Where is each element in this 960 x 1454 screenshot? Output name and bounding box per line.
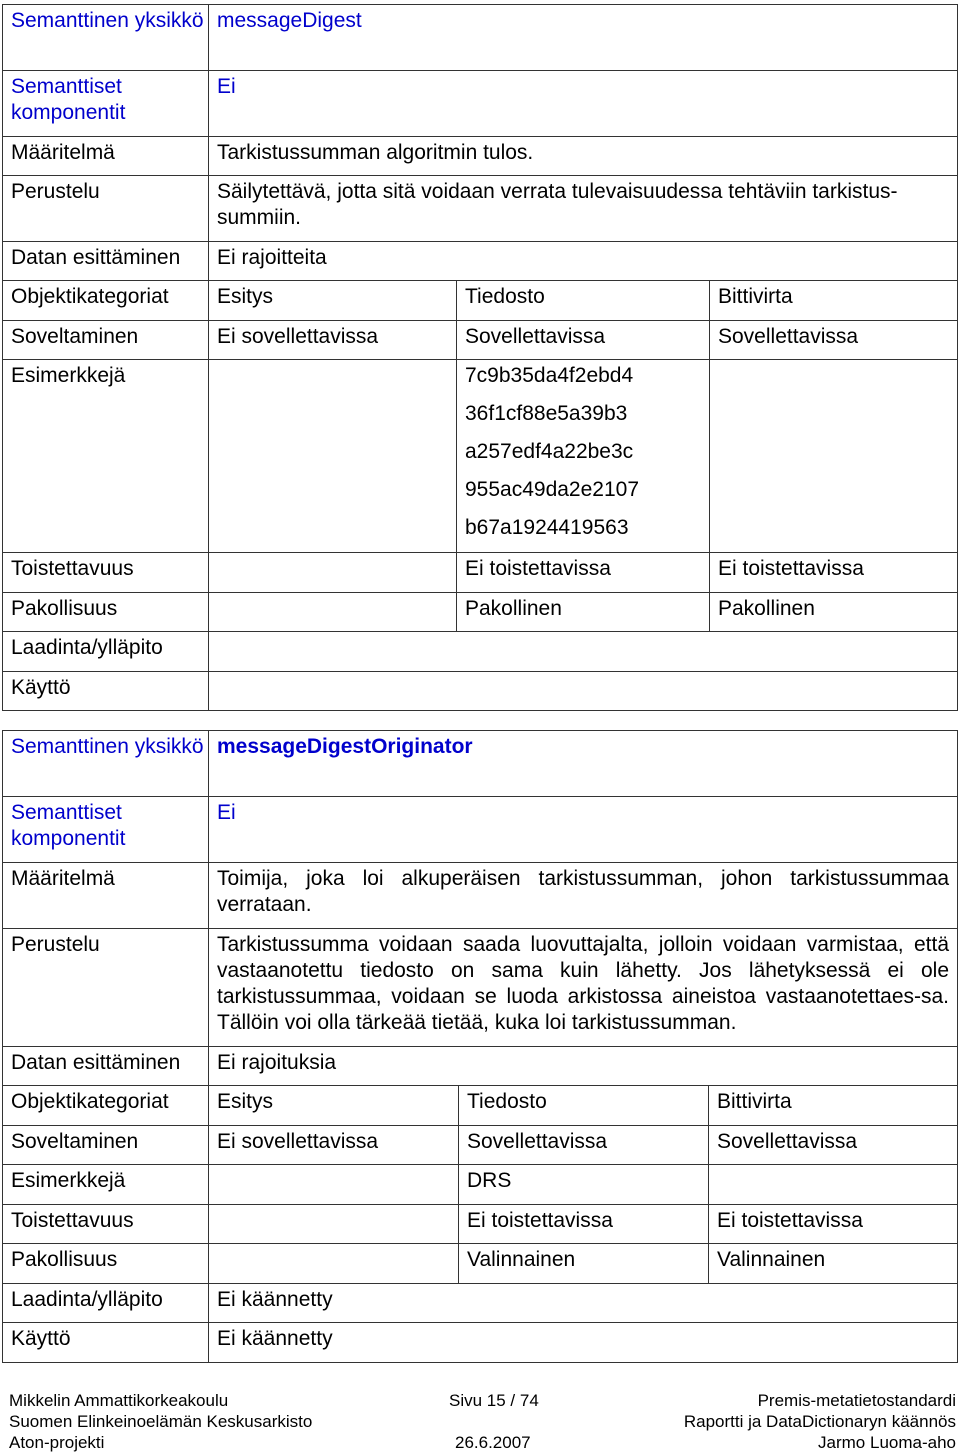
footer-document-title: Premis-metatietostandardi [757, 1391, 956, 1410]
category-bitstream: Bittivirta [709, 1086, 958, 1126]
examples-representation [209, 360, 457, 553]
creation-label: Laadinta/ylläpito [3, 1284, 209, 1323]
object-category-label: Objektikategoriat [3, 1086, 209, 1126]
example-value: 7c9b35da4f2ebd4 [465, 364, 634, 387]
applicability-representation: Ei sovellettavissa [209, 1126, 459, 1165]
repeatability-label: Toistettavuus [3, 553, 209, 593]
applicability-file: Sovellettavissa [457, 321, 710, 360]
examples-bitstream [709, 1165, 958, 1205]
footer-organization: Suomen Elinkeinoelämän Keskusarkisto [9, 1412, 313, 1431]
usage-value [209, 672, 958, 711]
repeatability-representation [209, 553, 457, 593]
object-category-label: Objektikategoriat [3, 281, 209, 321]
rationale-label: Perustelu [3, 929, 209, 1047]
examples-representation [209, 1165, 459, 1205]
footer-author: Jarmo Luoma-aho [818, 1433, 956, 1452]
components-label: Semanttiset komponentit [3, 797, 209, 863]
examples-file: DRS [459, 1165, 709, 1205]
example-value: 36f1cf88e5a39b3 [465, 402, 628, 425]
data-constraints-label: Datan esittäminen [3, 1047, 209, 1086]
obligation-bitstream: Pakollinen [710, 593, 958, 632]
creation-value [209, 632, 958, 672]
data-constraints-value: Ei rajoituksia [209, 1047, 958, 1086]
definition-value: Tarkistussumman algoritmin tulos. [209, 137, 958, 176]
components-value: Ei [209, 797, 958, 863]
rationale-value: Säilytettävä, jotta sitä voidaan verrata tulevaisuudessa tehtäviin tarkistus-summiin. [209, 176, 958, 242]
data-constraints-label: Datan esittäminen [3, 242, 209, 281]
usage-label: Käyttö [3, 1323, 209, 1363]
obligation-representation [209, 1244, 459, 1284]
rationale-value: Tarkistussumma voidaan saada luovuttajalta, jolloin voidaan varmistaa, että vastaanotettu tiedosto on sama kuin lähetty. Jos lähetyksessä ei ole tarkistussummaa, voidaan se luoda arkistossa aineistoa vastaanotettaes-sa. Tällöin voi olla tärkeää tietää, kuka loi tarkistussumman. [209, 929, 958, 1047]
usage-value: Ei käännetty [209, 1323, 958, 1363]
example-value: b67a1924419563 [465, 516, 629, 539]
rationale-label: Perustelu [3, 176, 209, 242]
applicability-file: Sovellettavissa [459, 1126, 709, 1165]
obligation-file: Pakollinen [457, 593, 710, 632]
repeatability-file: Ei toistettavissa [457, 553, 710, 593]
repeatability-bitstream: Ei toistettavissa [709, 1205, 958, 1244]
creation-label: Laadinta/ylläpito [3, 632, 209, 672]
page-footer [0, 1390, 960, 1454]
repeatability-label: Toistettavuus [3, 1205, 209, 1244]
examples-file [457, 360, 710, 553]
examples-label: Esimerkkejä [3, 360, 209, 553]
semantic-unit-table-1 [2, 4, 958, 711]
applicability-bitstream: Sovellettavissa [709, 1126, 958, 1165]
category-bitstream: Bittivirta [710, 281, 958, 321]
definition-label: Määritelmä [3, 137, 209, 176]
applicability-label: Soveltaminen [3, 321, 209, 360]
definition-label: Määritelmä [3, 863, 209, 929]
examples-bitstream [710, 360, 958, 553]
usage-label: Käyttö [3, 672, 209, 711]
footer-institution: Mikkelin Ammattikorkeakoulu [9, 1391, 229, 1410]
semantic-unit-table-2 [2, 730, 958, 1363]
semantic-unit-label: Semanttinen yksikkö [3, 5, 209, 71]
category-file: Tiedosto [457, 281, 710, 321]
category-representation: Esitys [209, 1086, 459, 1126]
applicability-representation: Ei sovellettavissa [209, 321, 457, 360]
example-value: 955ac49da2e2107 [465, 478, 640, 501]
obligation-label: Pakollisuus [3, 593, 209, 632]
obligation-label: Pakollisuus [3, 1244, 209, 1284]
repeatability-file: Ei toistettavissa [459, 1205, 709, 1244]
semantic-unit-value: messageDigestOriginator [209, 731, 958, 797]
footer-project: Aton-projekti [9, 1433, 105, 1452]
applicability-bitstream: Sovellettavissa [710, 321, 958, 360]
data-constraints-value: Ei rajoitteita [209, 242, 958, 281]
obligation-representation [209, 593, 457, 632]
semantic-unit-label: Semanttinen yksikkö [3, 731, 209, 797]
obligation-bitstream: Valinnainen [709, 1244, 958, 1284]
semantic-unit-value: messageDigest [209, 5, 958, 71]
examples-label: Esimerkkejä [3, 1165, 209, 1205]
example-value: a257edf4a22be3c [465, 440, 634, 463]
category-representation: Esitys [209, 281, 457, 321]
footer-page-number: Sivu 15 / 74 [449, 1391, 539, 1410]
repeatability-bitstream: Ei toistettavissa [710, 553, 958, 593]
components-value: Ei [209, 71, 958, 137]
footer-date: 26.6.2007 [455, 1433, 531, 1452]
category-file: Tiedosto [459, 1086, 709, 1126]
components-label: Semanttiset komponentit [3, 71, 209, 137]
obligation-file: Valinnainen [459, 1244, 709, 1284]
applicability-label: Soveltaminen [3, 1126, 209, 1165]
repeatability-representation [209, 1205, 459, 1244]
footer-report-title: Raportti ja DataDictionaryn käännös [683, 1412, 956, 1431]
creation-value: Ei käännetty [209, 1284, 958, 1323]
definition-value: Toimija, joka loi alkuperäisen tarkistussumman, johon tarkistussummaa verrataan. [209, 863, 958, 929]
